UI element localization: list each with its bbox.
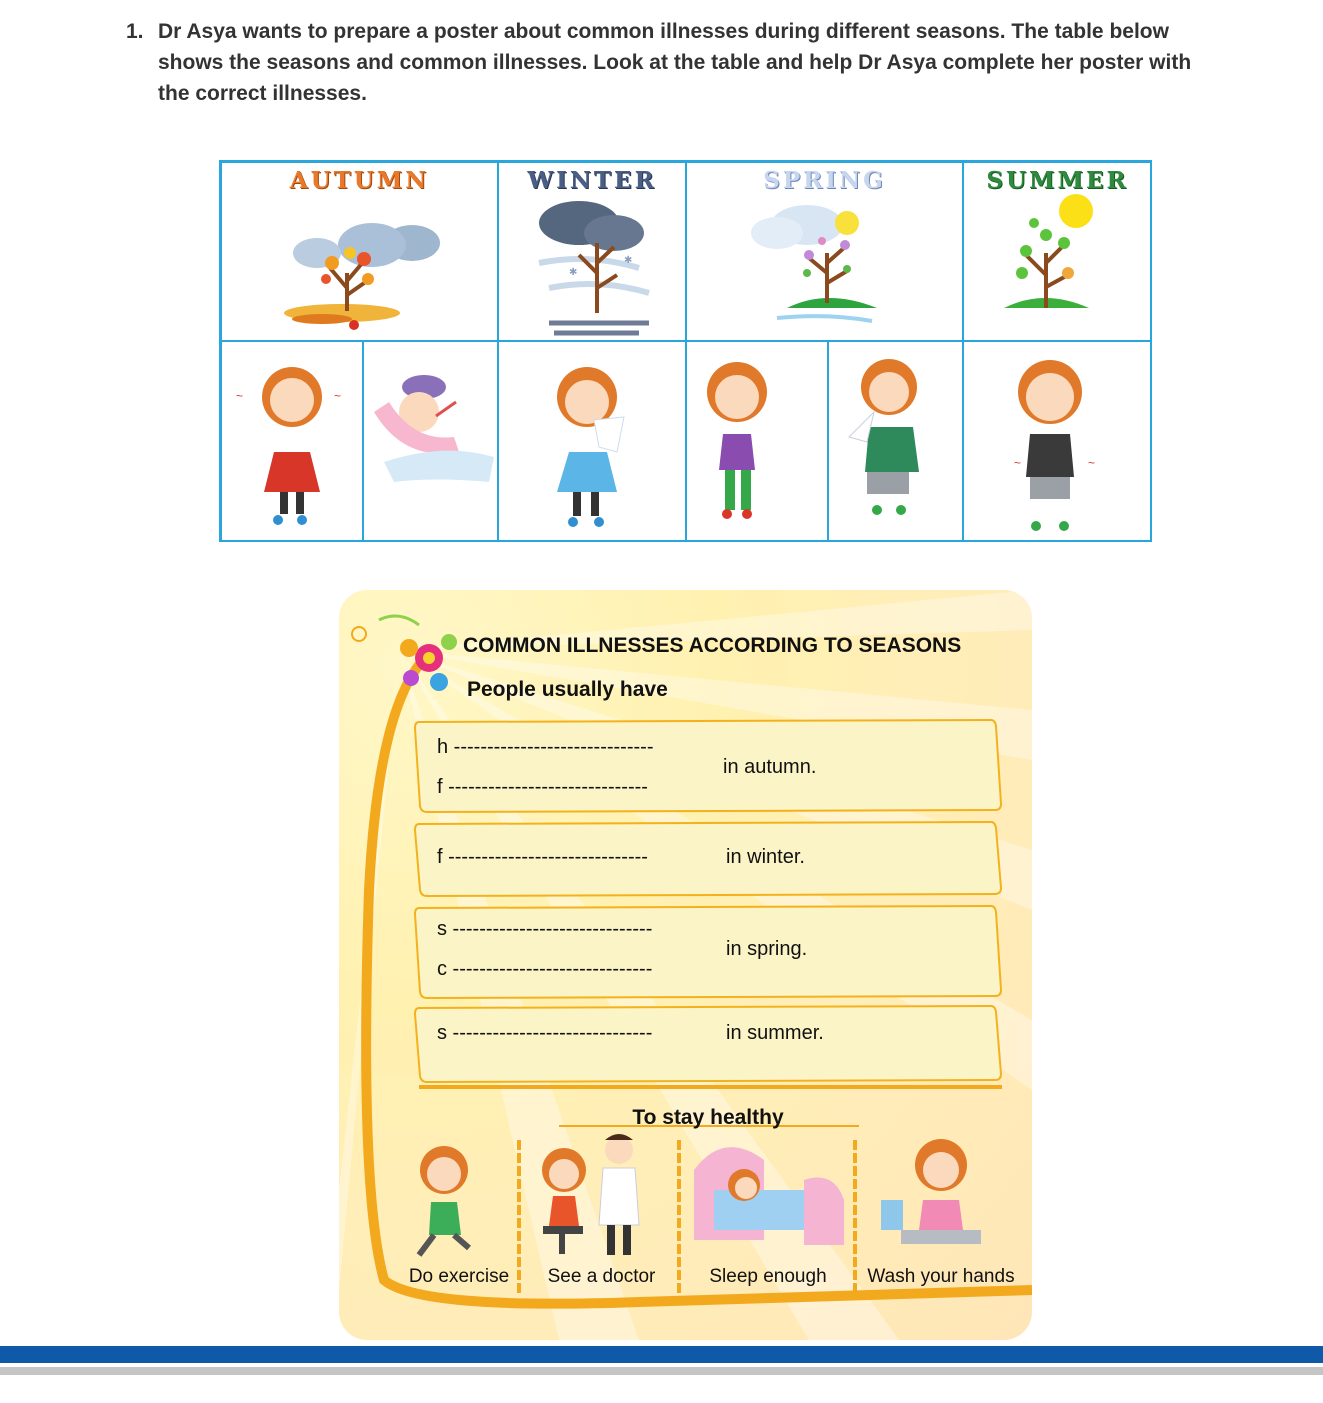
tip-see-a-doctor [529,1130,674,1288]
question-text: Dr Asya wants to prepare a poster about common illnesses during different seasons. The table below shows the seasons and common illnesses. Look at the table and help Dr Asya complete her poster with the correct illnesses. [158,20,1192,105]
sleeping-girl-image [684,1130,852,1260]
svg-text:✱: ✱ [624,255,633,266]
blank-autumn-1[interactable]: h ------------------------------ [437,736,654,758]
footer-grey-bar [0,1367,1323,1375]
tip-label-sleep: Sleep enough [709,1266,827,1287]
suffix-spring: in spring. [726,938,808,960]
suffix-summer: in summer. [726,1022,824,1044]
row-panel-shape [411,718,1003,814]
blank-winter-1[interactable]: f ------------------------------ [437,846,648,868]
tip-sleep-enough [684,1130,852,1288]
illness-cell-stomachache [963,341,1152,542]
illness-cell-headache [221,341,363,542]
question [126,16,1216,109]
poster [339,590,1032,1340]
winter-tree-image [499,163,686,341]
illness-cell-flu [498,341,686,542]
illness-cell-fever [363,341,498,542]
suffix-autumn: in autumn. [723,756,817,778]
svg-text:~: ~ [1014,456,1022,470]
illness-row-autumn [411,718,1003,814]
svg-text:~: ~ [334,389,342,403]
season-title-spring: SPRING [763,167,886,194]
stomachache-girl-image [964,342,1152,542]
autumn-tree-image [222,163,498,341]
season-title-summer: SUMMER [986,167,1129,194]
tip-label-exercise: Do exercise [408,1266,510,1287]
doctor-visit-image [529,1130,674,1260]
poster-subtitle: People usually have [467,678,668,701]
svg-text:~: ~ [1088,456,1096,470]
headache-girl-image [222,342,363,542]
tip-do-exercise [399,1130,519,1288]
footer-blue-bar [0,1346,1323,1363]
illness-row-spring [411,904,1003,1000]
season-title-autumn: AUTUMN [289,167,430,194]
season-title-winter: WINTER [527,167,657,194]
sore-throat-girl-image [687,342,828,542]
blank-autumn-2[interactable]: f ------------------------------ [437,776,648,798]
tip-label-wash: Wash your hands [867,1266,1015,1287]
washing-hands-girl-image [861,1130,1021,1260]
healthy-title: To stay healthy [632,1106,784,1129]
blank-spring-2[interactable]: c ------------------------------ [437,958,653,980]
illness-row-winter [411,820,1003,898]
blank-spring-1[interactable]: s ------------------------------ [437,918,653,940]
season-cell-summer [963,162,1152,341]
tip-label-doctor: See a doctor [547,1266,656,1287]
illness-cell-cold [828,341,963,542]
seasons-table [219,160,1152,542]
blank-summer-1[interactable]: s ------------------------------ [437,1022,653,1044]
tip-wash-your-hands [861,1130,1021,1288]
question-number: 1. [126,20,144,43]
spring-tree-image [687,163,963,341]
fever-girl-image [364,342,498,542]
svg-text:~: ~ [236,389,244,403]
cold-boy-image [829,342,963,542]
illness-row-summer [411,1004,1003,1084]
summer-tree-image [964,163,1152,341]
svg-text:✱: ✱ [569,267,578,278]
season-cell-winter [498,162,686,341]
poster-title: COMMON ILLNESSES ACCORDING TO SEASONS [463,634,962,657]
season-cell-autumn [221,162,498,341]
suffix-winter: in winter. [726,846,805,868]
season-cell-spring [686,162,963,341]
exercise-girl-image [399,1130,519,1260]
illness-cell-sore-throat [686,341,828,542]
flu-girl-image [499,342,686,542]
